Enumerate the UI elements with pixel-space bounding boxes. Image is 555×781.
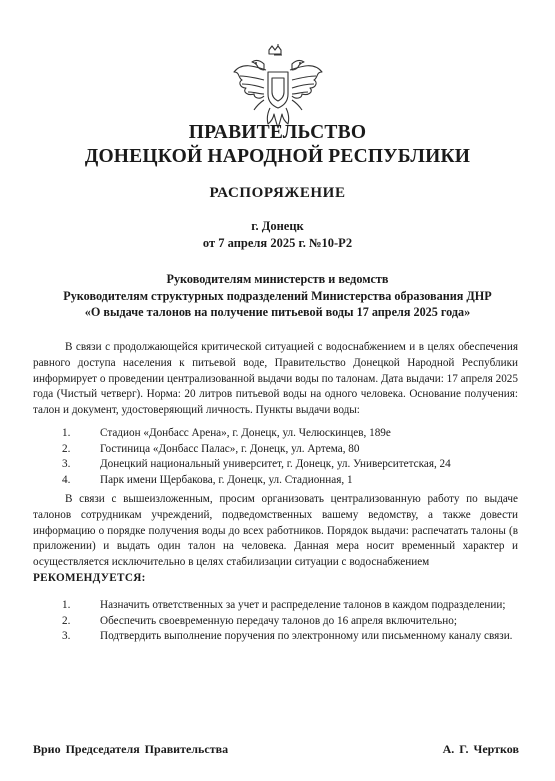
list-item-number: 3. — [62, 630, 71, 642]
recommendations-list — [0, 598, 555, 645]
list-item — [0, 426, 555, 442]
addressee-line2: Руководителям структурных подразделений Министерства образования ДНР — [63, 288, 492, 303]
list-item — [0, 629, 555, 645]
list-item-number: 2. — [62, 442, 71, 455]
government-title-line2: ДОНЕЦКОЙ НАРОДНОЙ РЕСПУБЛИКИ — [84, 146, 471, 167]
list-item-text: Обеспечить своевременную передачу талонов до 16 апреля включительно; — [100, 614, 457, 627]
list-item-text: Назначить ответственных за учет и распределение талонов в каждом подразделении; — [100, 599, 506, 611]
list-item — [0, 473, 555, 489]
list-item-text: Подтвердить выполнение поручения по электронному или письменному каналу связи. — [100, 630, 513, 642]
recommend-heading: РЕКОМЕНДУЕТСЯ: — [33, 572, 146, 584]
list-item-text: Донецкий национальный университет, г. Донецк, ул. Университетская, 24 — [100, 458, 451, 470]
coat-of-arms-eagle-icon — [228, 44, 328, 130]
addressee-line1: Руководителям министерств и ведомств — [166, 272, 389, 286]
list-item — [0, 457, 555, 473]
list-item — [0, 442, 555, 458]
list-item-number: 1. — [62, 427, 71, 439]
body-paragraph-1: В связи с продолжающейся критической ситуацией с водоснабжением и в целях обеспечения равного доступа населения к питьевой воде, Правительство Донецкой Народной Республики информирует о проведении централизованной выдачи воды по талонам. Дата выдачи: 17 апреля 2025 года (Чистый четверг). Норма: 20 литров питьевой воды на одного человека. Основание получения: талон и документ, удостоверяющий личность. Пункты выдачи воды: — [33, 341, 518, 417]
list-item — [0, 614, 555, 630]
document-city: г. Донецк — [251, 219, 304, 233]
list-item-text: Стадион «Донбасс Арена», г. Донецк, ул. Челюскинцев, 189е — [100, 427, 391, 439]
list-item-number: 2. — [62, 614, 71, 627]
signatory-name: А. Г. Чертков — [442, 742, 519, 756]
document-type: РАСПОРЯЖЕНИЕ — [209, 185, 346, 201]
addressee-line3: «О выдаче талонов на получение питьевой воды 17 апреля 2025 года» — [84, 305, 471, 319]
list-item-text: Парк имени Щербакова, г. Донецк, ул. Стадионная, 1 — [100, 473, 353, 486]
list-item-number: 3. — [62, 458, 71, 470]
list-item — [0, 598, 555, 614]
list-item-number: 4. — [62, 473, 71, 486]
distribution-points-list — [0, 426, 555, 488]
document-date-number: от 7 апреля 2025 г. №10-Р2 — [202, 236, 353, 250]
body-paragraph-2: В связи с вышеизложенным, просим организовать централизованную работу по выдаче талонов сотрудникам учреждений, подведомственных вашему ведомству, а также довести информацию о порядке получения воды до всех работников. Порядок выдачи: распечатать талоны (в приложении) и выдать один талон на человека. Данная мера носит временный характер и осуществляется исключительно в целях стабилизации ситуации с водоснабжением — [33, 493, 518, 569]
list-item-text: Гостиница «Донбасс Палас», г. Донецк, ул. Артема, 80 — [100, 442, 360, 455]
document-place-date — [0, 218, 555, 252]
government-title-line1: ПРАВИТЕЛЬСТВО — [188, 122, 367, 143]
addressee-block — [20, 271, 535, 321]
government-title — [0, 121, 555, 169]
signatory-position: Врио Председателя Правительства — [33, 742, 229, 756]
list-item-number: 1. — [62, 599, 71, 611]
